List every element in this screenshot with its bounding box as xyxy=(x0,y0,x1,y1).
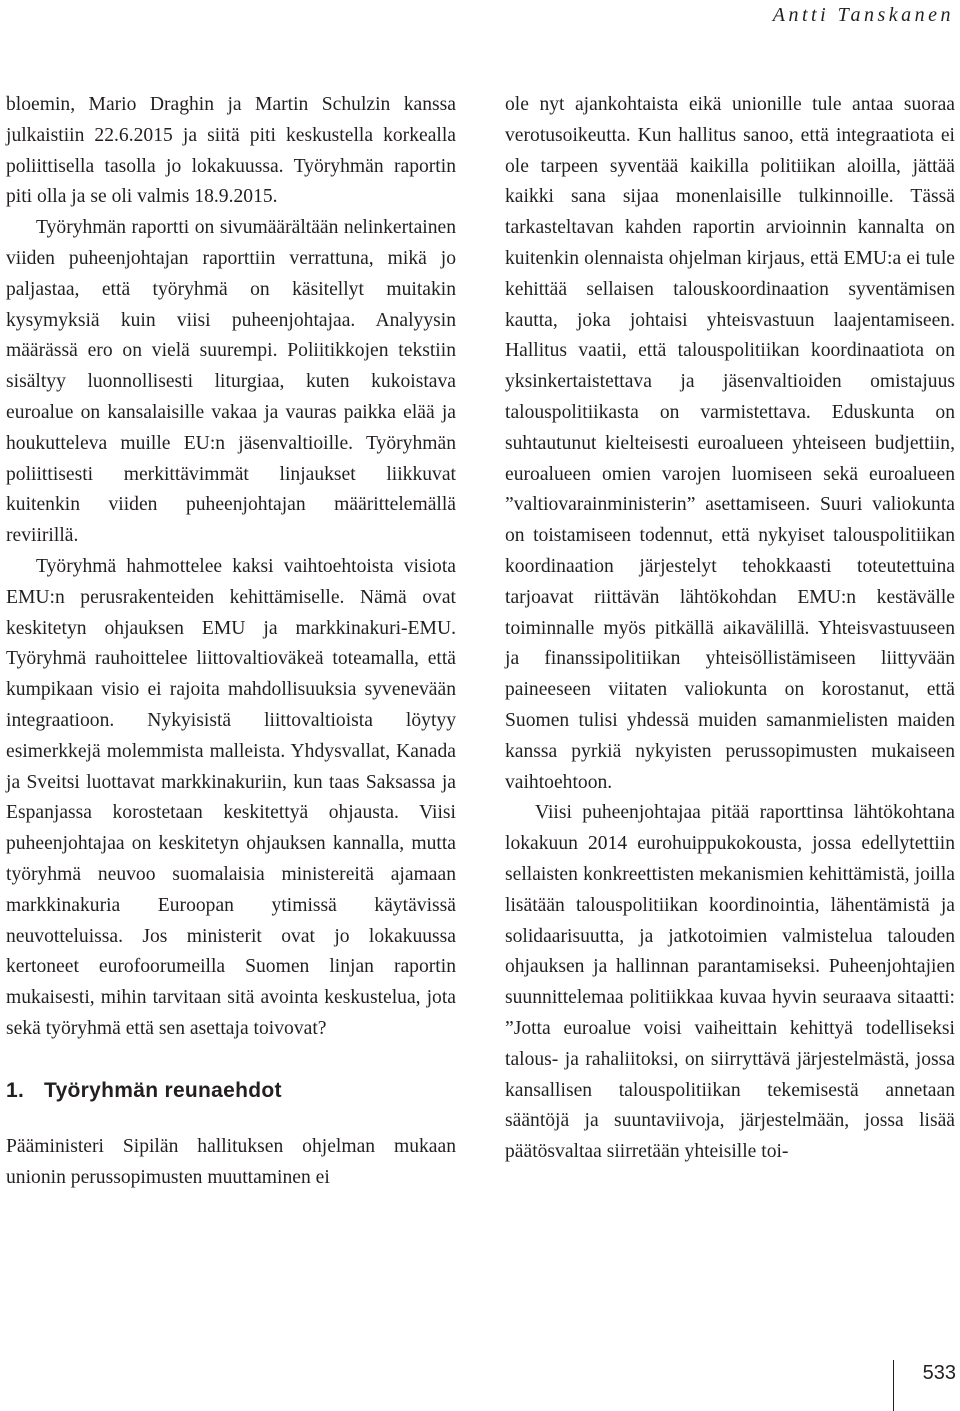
right-column xyxy=(505,90,955,1168)
body-paragraph: Pääministeri Sipilän hallituksen ohjelman mukaan unionin perussopimusten muuttaminen ei xyxy=(6,1135,456,1188)
body-paragraph: ole nyt ajankohtaista eikä unionille tule antaa suoraa verotusoikeutta. Kun hallitus sanoo, että integraatiota ei ole tarpeen syventää kaikilla politiikan aloilla, jättää kaikki sana sijaa monenlaisille tulkinnoille. Tässä tarkasteltavan kahden raportin arvioinnin kannalta on kuitenkin olennaista ohjelman kirjaus, että EMU:a ei tule kehittää sellaisen talouskoordinaation syventämisen kautta, joka johtaisi yhteisvastuun laajentamiseen. Hallitus vaatii, että talouspolitiikan koordinaatiota on yksinkertaistettava ja jäsenvaltioiden omistajuus talouspolitiikasta on varmistettava. Eduskunta on suhtautunut kielteisesti euroalueen yhteiseen budjettiin, euroalueen omien varojen luomiseen sekä euroalueen ”valtiovarainministerin” asettamiseen. Suuri valiokunta on toistamiseen todennut, että nykyiset talouspolitiikan koordinaation järjestelyt tehokkaasti toteutettuina tarjoavat riittävän lähtökohdan EMU:n kestävälle toiminnalle myös pitkällä aikavälillä. Yhteisvastuuseen ja finanssipolitiikan yhteisöllistämiseen liittyvään paineeseen viitaten valiokunta on korostanut, että Suomen tulisi yhdessä muiden samanmielisten maiden kanssa pyrkiä nykyisten perussopimusten mukaiseen vaihtoehtoon. xyxy=(505,94,955,793)
section-number: 1. xyxy=(6,1078,25,1102)
section-heading xyxy=(6,1076,456,1106)
left-column xyxy=(6,90,456,1193)
body-paragraph: Viisi puheenjohtajaa pitää raporttinsa lähtökohtana lokakuun 2014 eurohuippukokousta, jossa edellytettiin sellaisten konkreettisten mekanismien kehittämistä, joilla lisätään talouspolitiikan koordinointia, lähentämistä ja solidaarisuutta, ja jatkotoimien valmistelua talouden ohjauksen ja hallinnan parantamiseksi. Puheenjohtajien suunnittelemaa politiikkaa kuvaa hyvin seuraava sitaatti: ”Jotta euroalue voisi vaiheittain kehittyä todelliseksi talous- ja rahaliitoksi, on siirryttävä järjestelmästä, jossa kansallisen talouspolitiikan tekemisestä annetaan sääntöjä ja suuntaviivoja, järjestelmään, jossa lisää päätösvaltaa siirretään yhteisille toi- xyxy=(505,802,955,1163)
running-head-author: Antti Tanskanen xyxy=(772,4,954,26)
body-paragraph: Työryhmä hahmottelee kaksi vaihtoehtoista visiota EMU:n perusrakenteiden kehittämiselle. Nämä ovat keskitetyn ohjauksen EMU ja markkinakuri-EMU. Työryhmä rauhoittelee liittovaltioväkeä toteamalla, että kumpikaan visio ei rajoita mahdollisuuksia syvenevään integraatioon. Nykyisistä liittovaltioista löytyy esimerkkejä molemmista malleista. Yhdysvallat, Kanada ja Sveitsi luottavat markkinakuriin, kun taas Saksassa ja Espanjassa korostetaan keskitettyä ohjausta. Viisi puheenjohtajaa on keskitetyn ohjauksen kannalla, mutta työryhmä neuvoo suomalaisia ministereitä ajamaan markkinakuria Euroopan ytimissä käytävissä neuvotteluissa. Jos ministerit ovat jo lokakuussa kertoneet eurofoorumeilla Suomen linjan raportin mukaisesti, mihin tarvitaan sitä avointa keskustelua, jota sekä työryhmä että sen asettaja toivovat? xyxy=(6,555,456,1039)
body-paragraph: bloemin, Mario Draghin ja Martin Schulzin kanssa julkaistiin 22.6.2015 ja siitä piti keskustella korkealla poliittisella tasolla jo lokakuussa. Työryhmän raportin piti olla ja se oli valmis 18.9.2015. xyxy=(6,94,456,208)
section-title: Työryhmän reunaehdot xyxy=(44,1078,282,1102)
page-number: 533 xyxy=(922,1362,956,1384)
body-paragraph: Työryhmän raportti on sivumäärältään nelinkertainen viiden puheenjohtajan raporttiin verrattuna, mikä jo paljastaa, että työryhmä on käsitellyt muitakin kysymyksiä kuin viisi puheenjohtajaa. Analyysin määrässä ero on vielä suurempi. Poliitikkojen tekstiin sisältyy luonnollisesti liturgiaa, kuten kukoistava euroalue on kansalaisille vakaa ja vauras paikka elää ja houkutteleva muille EU:n jäsenvaltioille. Työryhmän poliittisesti merkittävimmät linjaukset liikkuvat kuitenkin viiden puheenjohtajan määrittelemällä reviirillä. xyxy=(6,217,456,547)
folio-divider xyxy=(893,1360,894,1411)
